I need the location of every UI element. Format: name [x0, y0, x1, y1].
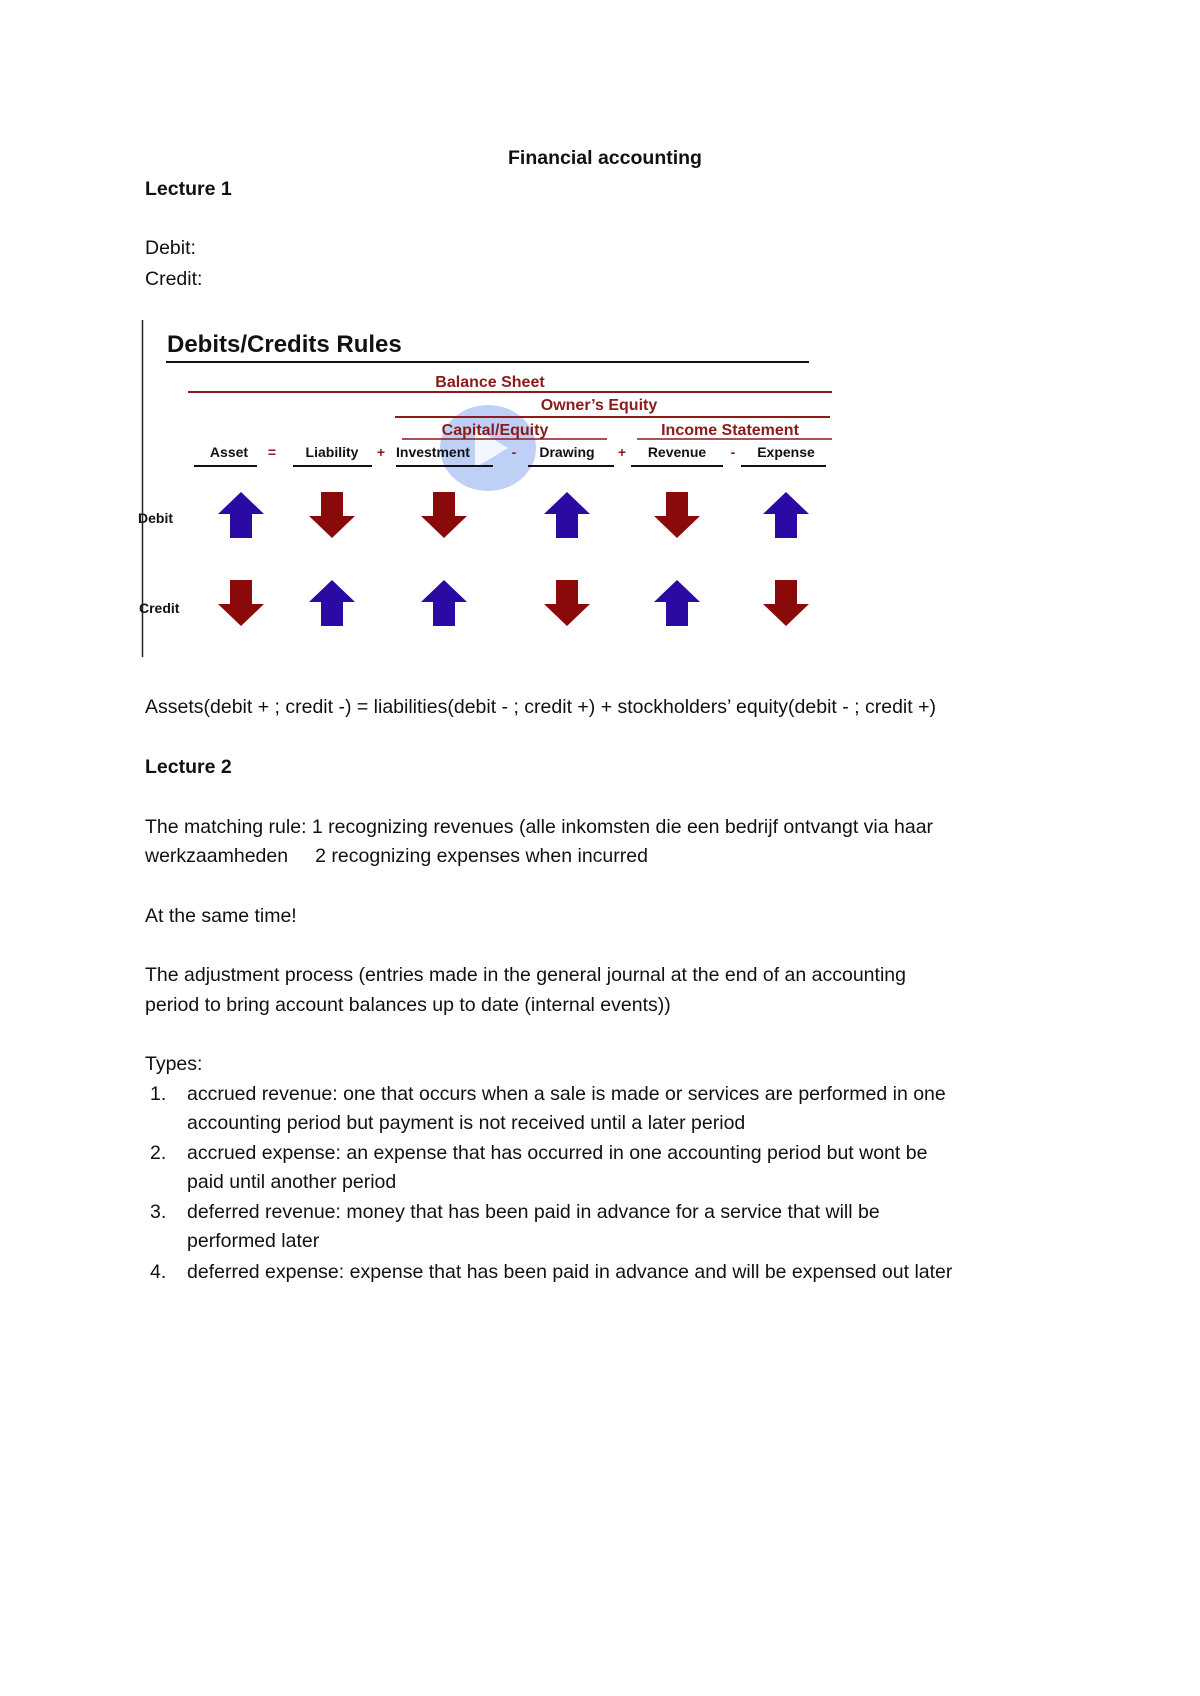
matching-rule-line-1: The matching rule: 1 recognizing revenues (alle inkomsten die een bedrijf ontvangt via haar [145, 816, 934, 838]
income-statement-heading: Income Statement [661, 422, 799, 439]
column-label-liability: Liability [305, 444, 359, 460]
lecture-1-heading: Lecture 1 [145, 178, 232, 200]
operator: + [376, 444, 386, 460]
balance-sheet-heading: Balance Sheet [435, 374, 545, 391]
list-item-line: performed later [187, 1230, 320, 1252]
list-item-line: paid until another period [187, 1171, 397, 1193]
operator: - [511, 444, 517, 460]
column-label-asset: Asset [209, 444, 249, 460]
list-number: 1. [150, 1083, 167, 1105]
column-label-expense: Expense [757, 444, 815, 460]
adjustment-line-1: The adjustment process (entries made in the general journal at the end of an accounting [145, 964, 906, 986]
arrow-up-icon [763, 492, 809, 538]
capital-equity-heading: Capital/Equity [441, 422, 549, 439]
adjustment-line-2: period to bring account balances up to date (internal events)) [145, 994, 671, 1016]
arrow-down-icon [654, 492, 700, 538]
types-label: Types: [145, 1053, 203, 1075]
column-label-drawing: Drawing [539, 444, 595, 460]
list-number: 3. [150, 1201, 167, 1223]
arrow-up-icon [421, 580, 467, 626]
credit-label: Credit: [145, 268, 203, 290]
list-item-line: accrued revenue: one that occurs when a sale is made or services are performed in one [187, 1083, 946, 1105]
list-item-line: deferred revenue: money that has been paid in advance for a service that will be [187, 1201, 880, 1223]
arrow-up-icon [218, 492, 264, 538]
debit-row-label: Debit [138, 510, 173, 526]
same-time-note: At the same time! [145, 905, 297, 927]
diagram-title: Debits/Credits Rules [167, 331, 402, 358]
list-item-line: deferred expense: expense that has been paid in advance and will be expensed out later [187, 1261, 953, 1283]
arrow-up-icon [654, 580, 700, 626]
column-label-revenue: Revenue [647, 444, 707, 460]
operator: = [267, 444, 277, 460]
arrow-down-icon [544, 580, 590, 626]
matching-rule-line-2: werkzaamheden 2 recognizing expenses when incurred [145, 845, 648, 867]
list-number: 2. [150, 1142, 167, 1164]
arrow-down-icon [421, 492, 467, 538]
list-number: 4. [150, 1261, 167, 1283]
list-item-line: accrued expense: an expense that has occurred in one accounting period but wont be [187, 1142, 928, 1164]
debits-credits-rules-diagram [130, 300, 850, 670]
operator: - [730, 444, 736, 460]
arrow-up-icon [309, 580, 355, 626]
document-title: Financial accounting [508, 147, 702, 169]
operator: + [617, 444, 627, 460]
owners-equity-heading: Owner’s Equity [540, 397, 658, 414]
credit-row-label: Credit [139, 600, 180, 616]
arrow-down-icon [309, 492, 355, 538]
column-label-investment: Investment [396, 444, 470, 460]
accounting-equation: Assets(debit + ; credit -) = liabilities(debit - ; credit +) + stockholders’ equity(debit - ; credit +) [145, 696, 936, 718]
arrow-down-icon [218, 580, 264, 626]
list-item-line: accounting period but payment is not received until a later period [187, 1112, 746, 1134]
arrow-down-icon [763, 580, 809, 626]
debit-label: Debit: [145, 237, 196, 259]
lecture-2-heading: Lecture 2 [145, 756, 232, 778]
arrow-up-icon [544, 492, 590, 538]
